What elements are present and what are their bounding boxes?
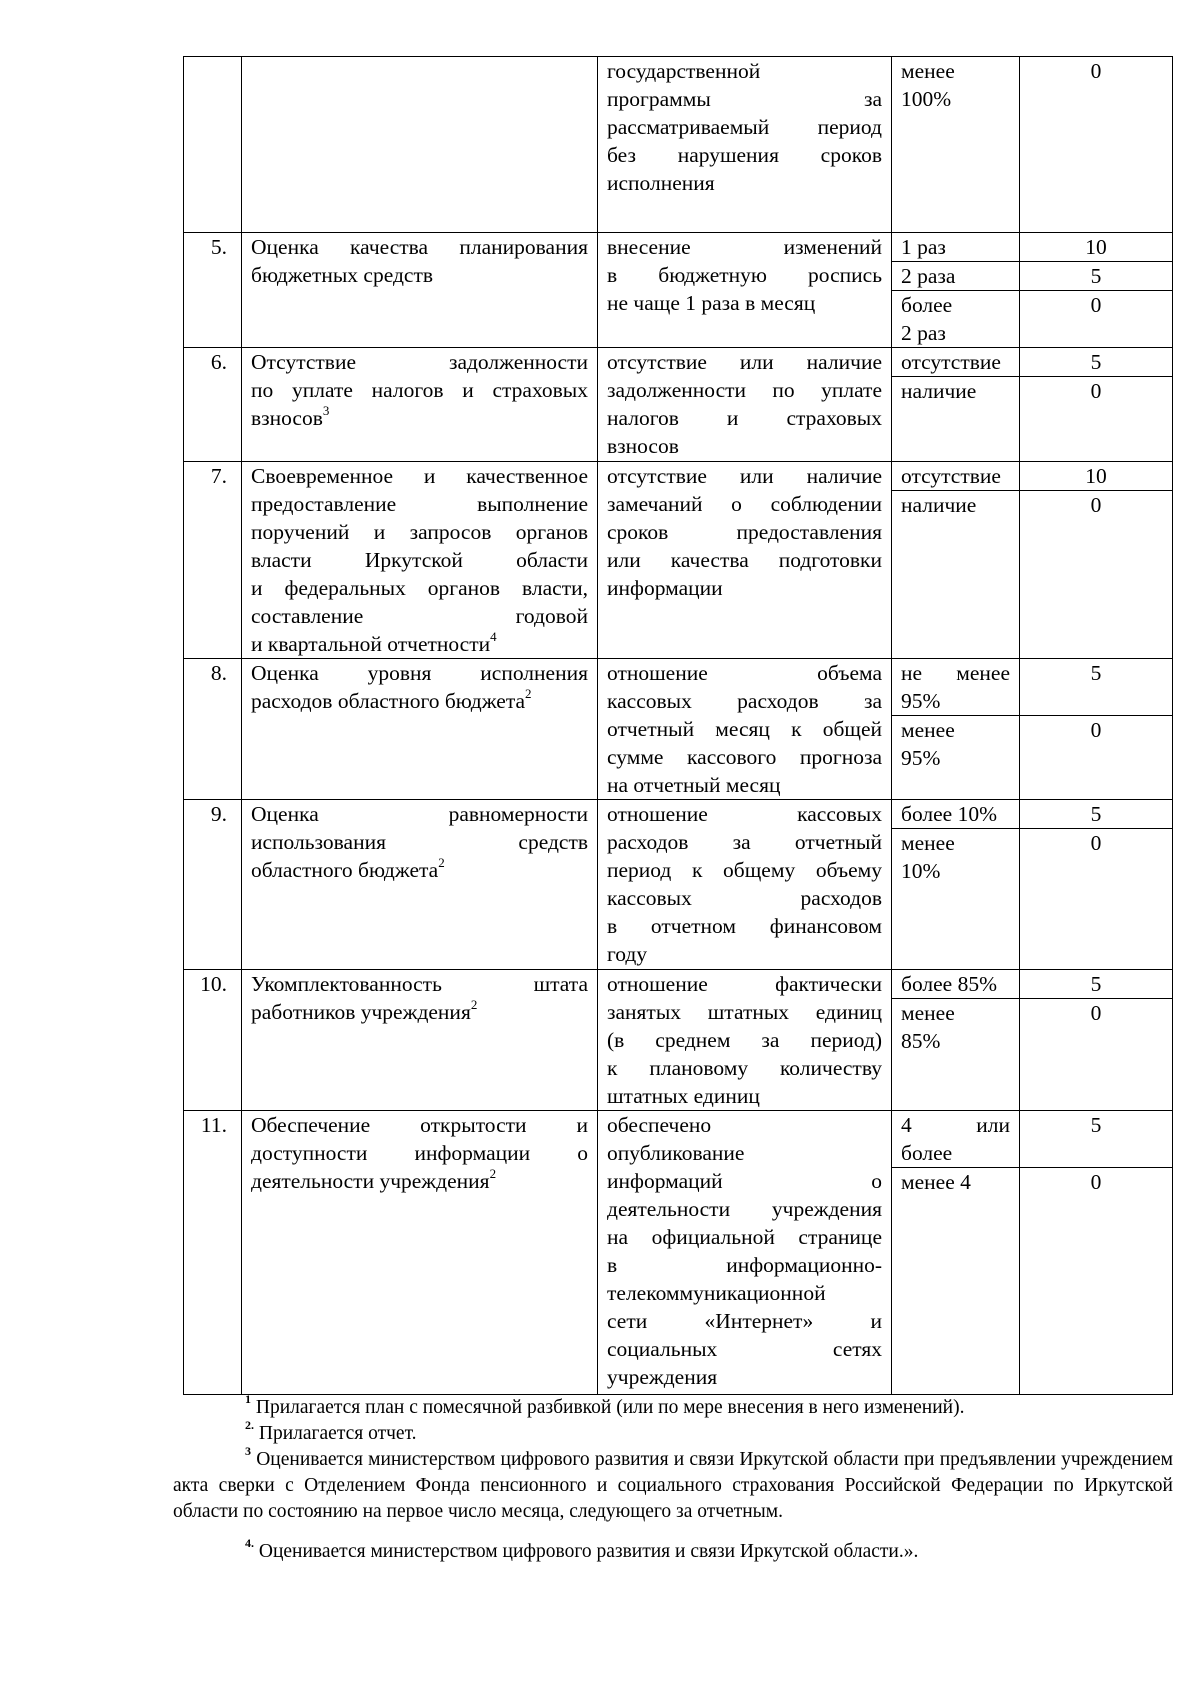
table-row	[184, 462, 1173, 491]
score-cell: 5	[1020, 348, 1173, 377]
row-number: 7.	[184, 462, 242, 659]
criterion-cell: Своевременное и качественное предоставление выполнение поручений и запросов органов власти Иркутской области и федеральных органов власти, составление годовой и квартальной отчетности$^4$	[242, 462, 598, 659]
row-number: 6.	[184, 348, 242, 462]
condition-cell: 4 или более	[892, 1111, 1020, 1168]
condition-cell: более 10%	[892, 800, 1020, 829]
indicator-cell: обеспечено опубликование информаций о деятельности учреждения на официальной странице в информационно- телекоммуникационной сети «Интернет» и социальных сетях учреждения	[598, 1111, 892, 1395]
footnote-3: $^3$ Оценивается министерством цифрового развития и связи Иркутской области при предъявлении учреждением акта сверки с Отделением Фонда пенсионного и социального страхования Российской Федерации по Иркутской области по состоянию на первое число месяца, следующего за отчетным.	[173, 1443, 1173, 1522]
table-row	[184, 233, 1173, 262]
condition-cell: менее 10%	[892, 829, 1020, 970]
indicator-cell: внесение изменений в бюджетную роспись не чаще 1 раза в месяц	[598, 233, 892, 348]
criterion-cell: Обеспечение открытости и доступности информации о деятельности учреждения$^2$	[242, 1111, 598, 1395]
condition-cell: отсутствие	[892, 462, 1020, 491]
table-row	[184, 1111, 1173, 1168]
score-cell: 5	[1020, 800, 1173, 829]
footnote-1: $^1$ Прилагается план с помесячной разбивкой (или по мере внесения в него изменений).	[245, 1391, 965, 1418]
criterion-cell	[242, 57, 598, 233]
indicator-cell: отсутствие или наличие замечаний о соблюдении сроков предоставления или качества подготовки информации	[598, 462, 892, 659]
indicator-cell: государственной программы за рассматриваемый период без нарушения сроков исполнения	[598, 57, 892, 233]
condition-cell: наличие	[892, 377, 1020, 462]
table-row	[184, 57, 1173, 233]
criteria-table	[183, 56, 1173, 1395]
score-cell: 5	[1020, 970, 1173, 999]
score-cell: 0	[1020, 1168, 1173, 1395]
score-cell: 10	[1020, 462, 1173, 491]
row-number: 5.	[184, 233, 242, 348]
condition-cell: 1 раз	[892, 233, 1020, 262]
condition-cell: менее 100%	[892, 57, 1020, 233]
condition-cell: отсутствие	[892, 348, 1020, 377]
table-row	[184, 970, 1173, 999]
row-number: 8.	[184, 659, 242, 800]
score-cell: 0	[1020, 716, 1173, 800]
score-cell: 0	[1020, 829, 1173, 970]
score-cell: 5	[1020, 262, 1173, 291]
condition-cell: не менее 95%	[892, 659, 1020, 716]
row-number: 10.	[184, 970, 242, 1111]
condition-cell: менее 85%	[892, 999, 1020, 1111]
indicator-cell: отношение фактически занятых штатных единиц (в среднем за период) к плановому количеству штатных единиц	[598, 970, 892, 1111]
indicator-cell: отношение объема кассовых расходов за отчетный месяц к общей сумме кассового прогноза на отчетный месяц	[598, 659, 892, 800]
table-row	[184, 659, 1173, 716]
criterion-cell: Оценка уровня исполнения расходов областного бюджета$^2$	[242, 659, 598, 800]
score-cell: 10	[1020, 233, 1173, 262]
criterion-cell: Оценка качества планирования бюджетных средств	[242, 233, 598, 348]
criterion-cell: Укомплектованность штата работников учреждения$^2$	[242, 970, 598, 1111]
condition-cell: более 2 раз	[892, 291, 1020, 348]
score-cell: 5	[1020, 1111, 1173, 1168]
indicator-cell: отношение кассовых расходов за отчетный период к общему объему кассовых расходов в отчетном финансовом году	[598, 800, 892, 970]
row-number	[184, 57, 242, 233]
score-cell: 0	[1020, 491, 1173, 659]
score-cell: 0	[1020, 999, 1173, 1111]
condition-cell: 2 раза	[892, 262, 1020, 291]
condition-cell: более 85%	[892, 970, 1020, 999]
footnote-4: $^{4.}$ Оценивается министерством цифрового развития и связи Иркутской области.».	[245, 1535, 919, 1562]
condition-cell: менее 4	[892, 1168, 1020, 1395]
score-cell: 5	[1020, 659, 1173, 716]
footnotes	[173, 1391, 1173, 1565]
score-cell: 0	[1020, 377, 1173, 462]
footnote-2: $^{2.}$ Прилагается отчет.	[245, 1417, 417, 1444]
criterion-cell: Отсутствие задолженности по уплате налогов и страховых взносов$^3$	[242, 348, 598, 462]
condition-cell: менее 95%	[892, 716, 1020, 800]
criterion-cell: Оценка равномерности использования средств областного бюджета$^2$	[242, 800, 598, 970]
indicator-cell: отсутствие или наличие задолженности по уплате налогов и страховых взносов	[598, 348, 892, 462]
table-row	[184, 800, 1173, 829]
condition-cell: наличие	[892, 491, 1020, 659]
table-row	[184, 348, 1173, 377]
score-cell: 0	[1020, 57, 1173, 233]
score-cell: 0	[1020, 291, 1173, 348]
row-number: 11.	[184, 1111, 242, 1395]
row-number: 9.	[184, 800, 242, 970]
